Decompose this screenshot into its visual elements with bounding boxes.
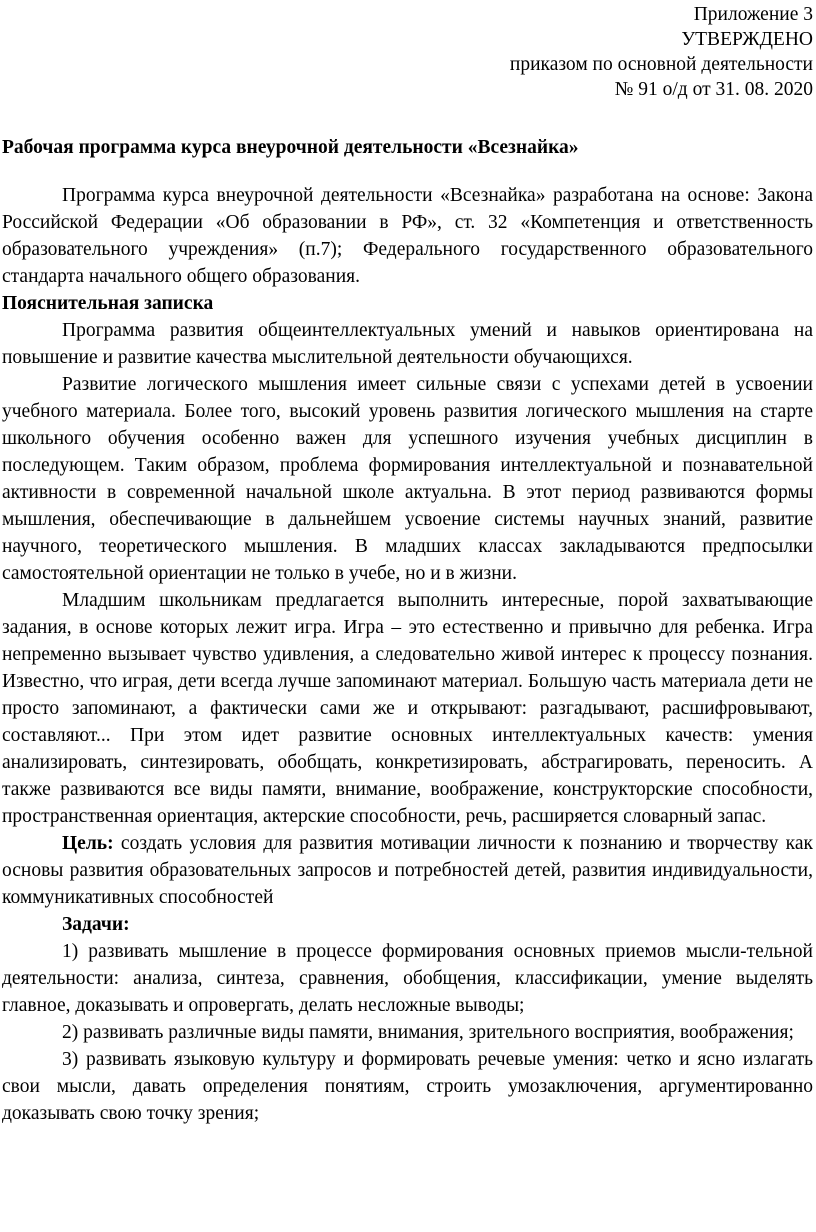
intro-paragraph: Программа курса внеурочной деятельности «Всезнайка» разработана на основе: Закона Российской Федерации «Об образовании в РФ», ст. 32 «Компетенция и ответственность образовательного учреждения» (п.7); Федерального государственного образовательного стандарта начального общего образования. [2,185,813,287]
paragraph-2: Развитие логического мышления имеет сильные связи с успехами детей в усвоении учебного материала. Более того, высокий уровень развития логического мышления на старте школьного обучения особенно важен для успешного изучения учебных дисциплин в последующем. Таким образом, проблема формирования интеллектуальной и познавательной активности в современной начальной школе актуальна. В этот период развиваются формы мышления, обеспечивающие в дальнейшем усвоение системы научных знаний, развитие научного, теоретического мышления. В младших классах закладываются предпосылки самостоятельной ориентации не только в учебе, но и в жизни. [2,374,813,584]
paragraph-3: Младшим школьникам предлагается выполнить интересные, порой захватывающие задания, в основе которых лежит игра. Игра – это естественно и привычно для ребенка. Игра непременно вызывает чувство удивления, а следовательно живой интерес к процессу познания. Известно, что играя, дети всегда лучше запоминают материал. Большую часть материала дети не просто запоминают, а фактически сами же и открывают: разгадывают, расшифровывают, составляют... При этом идет развитие основных интеллектуальных качеств: умения анализировать, синтезировать, обобщать, конкретизировать, абстрагировать, переносить. А также развиваются все виды памяти, внимание, воображение, конструкторские способности, пространственная ориентация, актерские способности, речь, расширяется словарный запас. [2,590,813,827]
section-heading: Пояснительная записка [2,293,214,314]
approved-label: УТВЕРЖДЕНО [681,29,813,50]
order-label: приказом по основной деятельности [509,54,813,75]
task-2: 2) развивать различные виды памяти, внимания, зрительного восприятия, воображения; [62,1022,794,1043]
goal-paragraph [2,830,813,911]
tasks-heading: Задачи: [62,914,130,935]
order-number: № 91 о/д от 31. 08. 2020 [614,79,813,100]
approval-header [2,0,813,102]
paragraph-1: Программа развития общеинтеллектуальных умений и навыков ориентирована на повышение и развитие качества мыслительной деятельности обучающихся. [2,320,813,368]
task-1: 1) развивать мышление в процессе формирования основных приемов мысли-тельной деятельности: анализа, синтеза, сравнения, обобщения, классификации, умение выделять главное, доказывать и опровергать, делать несложные выводы; [2,941,813,1016]
appendix-label: Приложение 3 [693,4,813,25]
task-3: 3) развивать языковую культуру и формировать речевые умения: четко и ясно излагать свои мысли, давать определения понятиям, строить умозаключения, аргументированно доказывать свою точку зрения; [2,1049,813,1124]
goal-label: Цель: [62,833,114,854]
goal-text: создать условия для развития мотивации личности к познанию и творчеству как основы развития образовательных запросов и потребностей детей, развития индивидуальности, коммуникативных способностей [2,833,813,908]
document-title: Рабочая программа курса внеурочной деятельности «Всезнайка» [2,137,579,158]
document-body [2,182,813,1127]
